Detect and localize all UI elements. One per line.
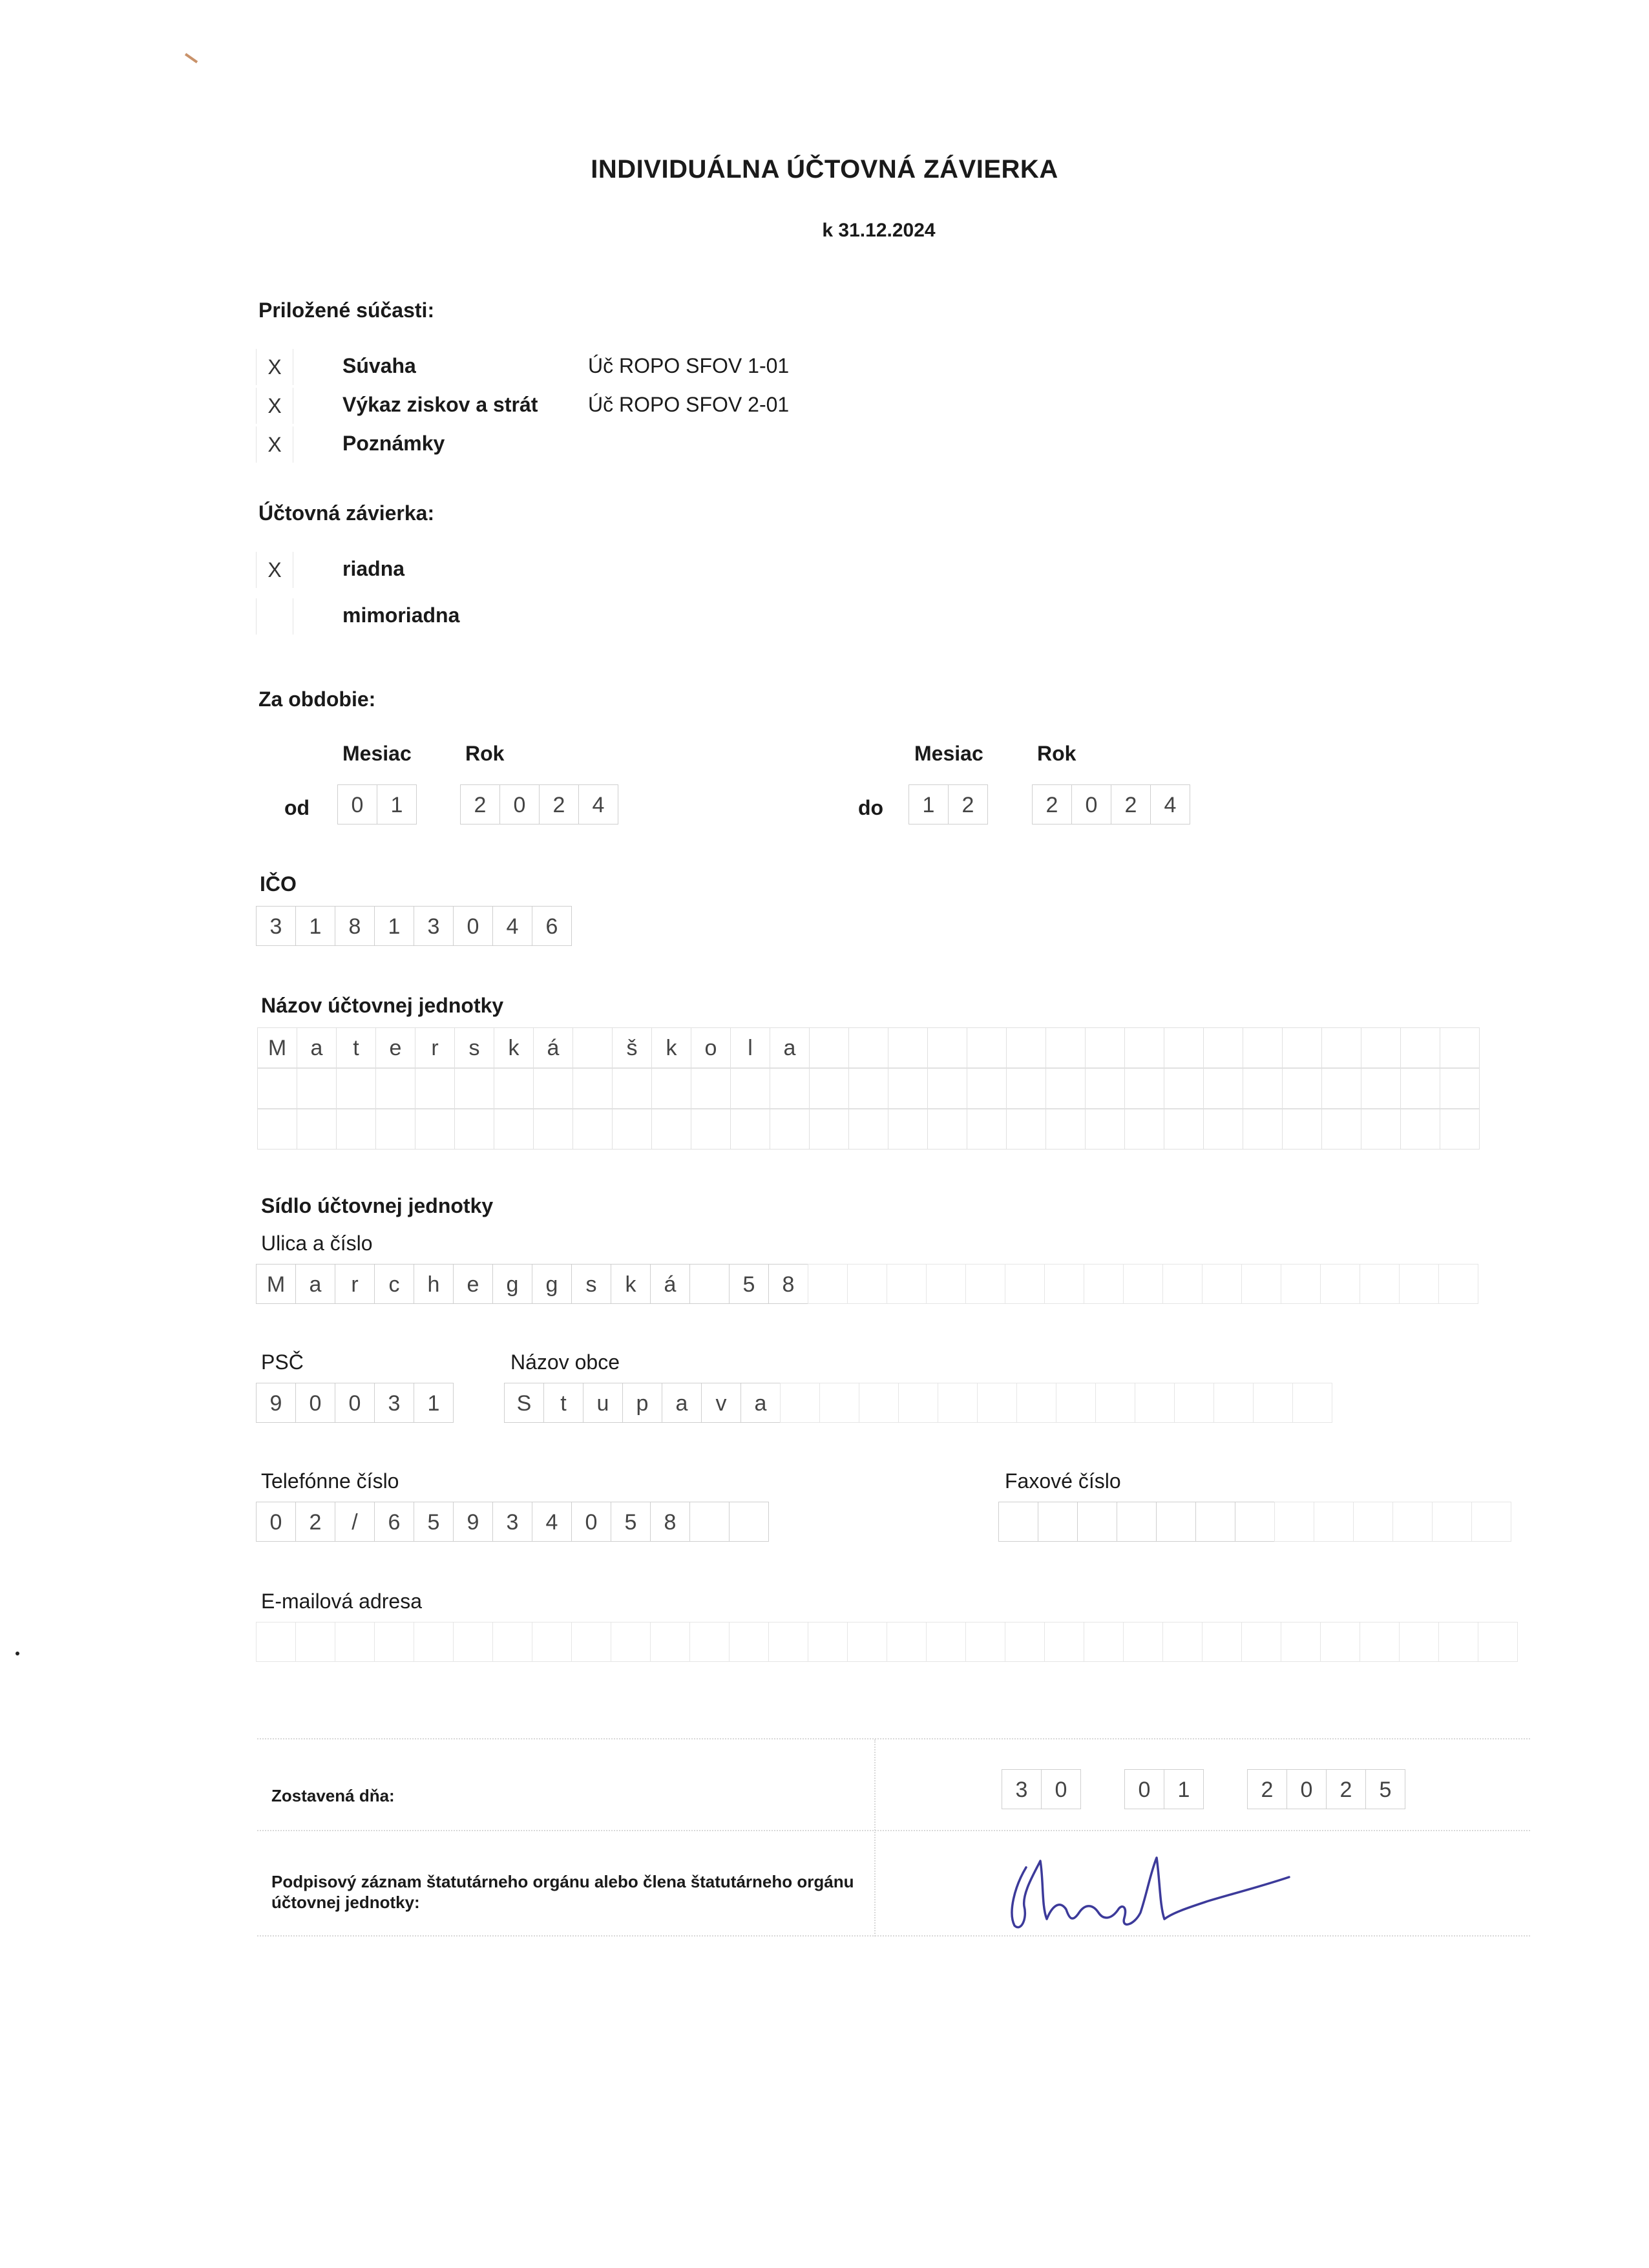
char-cell [1174, 1383, 1214, 1423]
divider [257, 1830, 1530, 1831]
phone-field[interactable] [256, 1502, 768, 1542]
char-cell [335, 1622, 375, 1662]
char-cell [1243, 1068, 1283, 1109]
period-from-label: od [284, 796, 310, 819]
digit-cell: 0 [1071, 784, 1111, 824]
char-cell [691, 1109, 731, 1150]
digit-cell: 2 [948, 784, 988, 824]
char-cell [1123, 1264, 1163, 1304]
digit-cell: 4 [1150, 784, 1190, 824]
char-cell [375, 1109, 415, 1150]
char-cell: / [335, 1502, 375, 1542]
digit-cell: 1 [414, 1383, 454, 1423]
char-cell [770, 1068, 810, 1109]
char-cell: t [336, 1027, 376, 1068]
char-cell [938, 1383, 978, 1423]
ico-label: IČO [260, 872, 297, 896]
char-cell: 8 [650, 1502, 690, 1542]
char-cell [1282, 1068, 1322, 1109]
char-cell [691, 1068, 731, 1109]
char-cell [1320, 1622, 1360, 1662]
char-cell [1124, 1068, 1164, 1109]
digit-cell: 0 [499, 784, 540, 824]
char-cell [847, 1264, 887, 1304]
char-cell [848, 1109, 888, 1150]
attachment-checkbox-poznamky[interactable]: X [256, 426, 293, 463]
char-cell [1117, 1502, 1157, 1542]
char-cell: s [571, 1264, 611, 1304]
char-cell [1084, 1622, 1124, 1662]
char-cell [1085, 1027, 1125, 1068]
handwritten-signature [995, 1848, 1292, 1945]
char-cell [414, 1622, 454, 1662]
char-cell: s [454, 1027, 494, 1068]
fax-label: Faxové číslo [1005, 1469, 1121, 1493]
char-cell: 9 [453, 1502, 493, 1542]
closing-checkbox-riadna[interactable]: X [256, 552, 293, 588]
char-cell [453, 1622, 493, 1662]
compiled-date-label: Zostavená dňa: [271, 1786, 395, 1805]
char-cell: l [730, 1027, 770, 1068]
char-cell [729, 1622, 769, 1662]
attachments-heading: Priložené súčasti: [258, 299, 435, 322]
char-cell: a [297, 1027, 337, 1068]
digit-cell: 0 [335, 1383, 375, 1423]
period-to-month-field[interactable] [909, 784, 987, 824]
char-cell [689, 1502, 730, 1542]
char-cell [689, 1264, 730, 1304]
char-cell: 0 [571, 1502, 611, 1542]
char-cell [1321, 1027, 1361, 1068]
char-cell [572, 1068, 613, 1109]
char-cell [888, 1027, 928, 1068]
char-cell [1045, 1068, 1086, 1109]
char-cell [1045, 1027, 1086, 1068]
char-cell [859, 1383, 899, 1423]
char-cell [888, 1109, 928, 1150]
char-cell [1135, 1383, 1175, 1423]
char-cell [1162, 1622, 1203, 1662]
char-cell: a [740, 1383, 781, 1423]
char-cell [651, 1109, 691, 1150]
divider [257, 1935, 1530, 1937]
digit-cell: 0 [1287, 1769, 1327, 1809]
digit-cell: 1 [377, 784, 417, 824]
attachment-code-vykaz: Úč ROPO SFOV 2-01 [588, 393, 790, 416]
char-cell [1162, 1264, 1203, 1304]
char-cell [415, 1068, 455, 1109]
char-cell: M [256, 1264, 296, 1304]
char-cell [927, 1068, 967, 1109]
digit-cell: 1 [909, 784, 949, 824]
char-cell [1282, 1027, 1322, 1068]
digit-cell: 0 [295, 1383, 335, 1423]
char-cell [927, 1109, 967, 1150]
char-cell [533, 1068, 573, 1109]
char-cell: o [691, 1027, 731, 1068]
char-cell [415, 1109, 455, 1150]
char-cell [532, 1622, 572, 1662]
digit-cell: 2 [460, 784, 500, 824]
char-cell [1203, 1027, 1243, 1068]
char-cell [809, 1027, 849, 1068]
char-cell [257, 1109, 297, 1150]
char-cell [1281, 1622, 1321, 1662]
email-field[interactable] [256, 1622, 1517, 1662]
char-cell: 2 [295, 1502, 335, 1542]
char-cell [1440, 1109, 1480, 1150]
char-cell [1292, 1383, 1332, 1423]
signature-label: Podpisový záznam štatutárneho orgánu alebo člena štatutárneho orgánu účtovnej jednotky: [271, 1872, 854, 1912]
char-cell: á [650, 1264, 690, 1304]
char-cell: k [611, 1264, 651, 1304]
period-to-label: do [858, 796, 884, 819]
char-cell [1164, 1068, 1204, 1109]
char-cell [965, 1264, 1005, 1304]
char-cell [1213, 1383, 1254, 1423]
document-date: k 31.12.2024 [822, 220, 936, 241]
digit-cell: 1 [374, 906, 414, 946]
char-cell [967, 1068, 1007, 1109]
closing-checkbox-mimoriadna[interactable] [256, 598, 293, 635]
char-cell: u [583, 1383, 623, 1423]
char-cell [572, 1109, 613, 1150]
char-cell [1006, 1109, 1046, 1150]
char-cell [967, 1027, 1007, 1068]
char-cell [650, 1622, 690, 1662]
scan-mark [185, 53, 198, 63]
char-cell [888, 1068, 928, 1109]
char-cell: 6 [374, 1502, 414, 1542]
char-cell [1314, 1502, 1354, 1542]
closing-label-mimoriadna: mimoriadna [342, 604, 460, 627]
char-cell: a [295, 1264, 335, 1304]
char-cell [1361, 1109, 1401, 1150]
char-cell: 5 [414, 1502, 454, 1542]
char-cell [1203, 1109, 1243, 1150]
char-cell [1016, 1383, 1056, 1423]
char-cell [1241, 1264, 1281, 1304]
period-to-month-label: Mesiac [914, 742, 983, 765]
char-cell [1195, 1502, 1235, 1542]
char-cell [1056, 1383, 1096, 1423]
digit-cell: 3 [256, 906, 296, 946]
char-cell [1400, 1109, 1440, 1150]
period-to-year-label: Rok [1037, 742, 1077, 765]
char-cell [730, 1109, 770, 1150]
char-cell [848, 1027, 888, 1068]
char-cell [1432, 1502, 1472, 1542]
char-cell [887, 1264, 927, 1304]
char-cell: g [492, 1264, 532, 1304]
phone-label: Telefónne číslo [261, 1469, 399, 1493]
digit-cell: 8 [335, 906, 375, 946]
char-cell [375, 1068, 415, 1109]
digit-cell: 2 [1247, 1769, 1287, 1809]
char-cell: š [612, 1027, 652, 1068]
town-field[interactable] [504, 1383, 1332, 1423]
char-cell: p [622, 1383, 662, 1423]
period-from-year-label: Rok [465, 742, 505, 765]
char-cell: a [770, 1027, 810, 1068]
digit-cell: 3 [1002, 1769, 1042, 1809]
char-cell: a [662, 1383, 702, 1423]
psc-label: PSČ [261, 1350, 304, 1374]
char-cell [1085, 1068, 1125, 1109]
char-cell [1438, 1264, 1478, 1304]
digit-cell: 2 [1326, 1769, 1366, 1809]
char-cell [1321, 1109, 1361, 1150]
period-from-month-label: Mesiac [342, 742, 412, 765]
char-cell [494, 1109, 534, 1150]
char-cell [571, 1622, 611, 1662]
char-cell: r [415, 1027, 455, 1068]
char-cell [927, 1027, 967, 1068]
char-cell [611, 1622, 651, 1662]
char-cell: t [543, 1383, 583, 1423]
char-cell [967, 1109, 1007, 1150]
char-cell [770, 1109, 810, 1150]
char-cell [819, 1383, 859, 1423]
char-cell [768, 1622, 808, 1662]
char-cell [809, 1109, 849, 1150]
char-cell [1077, 1502, 1117, 1542]
char-cell [1438, 1622, 1478, 1662]
digit-cell: 3 [414, 906, 454, 946]
char-cell [1440, 1068, 1480, 1109]
char-cell: 0 [256, 1502, 296, 1542]
char-cell [1045, 1109, 1086, 1150]
char-cell: 4 [532, 1502, 572, 1542]
char-cell [1399, 1622, 1439, 1662]
digit-cell: 1 [295, 906, 335, 946]
digit-cell: 9 [256, 1383, 296, 1423]
attachment-checkbox-vykaz[interactable]: X [256, 388, 293, 424]
attachment-checkbox-suvaha[interactable]: X [256, 349, 293, 385]
char-cell [1241, 1622, 1281, 1662]
char-cell [1044, 1264, 1084, 1304]
digit-cell: 0 [1124, 1769, 1164, 1809]
char-cell [1353, 1502, 1393, 1542]
char-cell: e [375, 1027, 415, 1068]
char-cell: 5 [729, 1264, 769, 1304]
digit-cell: 5 [1365, 1769, 1405, 1809]
char-cell: e [453, 1264, 493, 1304]
char-cell [612, 1109, 652, 1150]
compiled-day-field[interactable] [1002, 1769, 1080, 1809]
char-cell [1006, 1068, 1046, 1109]
attachment-label-suvaha: Súvaha [342, 354, 416, 377]
char-cell [454, 1068, 494, 1109]
char-cell [256, 1622, 296, 1662]
char-cell: 5 [611, 1502, 651, 1542]
char-cell [1360, 1622, 1400, 1662]
char-cell: S [504, 1383, 544, 1423]
ico-field[interactable] [256, 906, 571, 946]
char-cell [336, 1068, 376, 1109]
digit-cell: 0 [453, 906, 493, 946]
closing-label-riadna: riadna [342, 557, 405, 580]
fax-field[interactable] [998, 1502, 1511, 1542]
char-cell [1156, 1502, 1196, 1542]
char-cell [651, 1068, 691, 1109]
char-cell: á [533, 1027, 573, 1068]
street-field[interactable] [256, 1264, 1478, 1304]
char-cell [1095, 1383, 1135, 1423]
char-cell [1006, 1027, 1046, 1068]
char-cell [808, 1622, 848, 1662]
digit-cell: 3 [374, 1383, 414, 1423]
char-cell [1253, 1383, 1293, 1423]
char-cell [689, 1622, 730, 1662]
char-cell [1392, 1502, 1433, 1542]
char-cell [1274, 1502, 1314, 1542]
char-cell [1124, 1027, 1164, 1068]
digit-cell: 6 [532, 906, 572, 946]
char-cell [297, 1068, 337, 1109]
char-cell [1243, 1109, 1283, 1150]
char-cell [1202, 1622, 1242, 1662]
char-cell [612, 1068, 652, 1109]
char-cell [1281, 1264, 1321, 1304]
street-label: Ulica a číslo [261, 1232, 373, 1255]
char-cell [1478, 1622, 1518, 1662]
char-cell [926, 1622, 966, 1662]
char-cell [1360, 1264, 1400, 1304]
char-cell [1123, 1622, 1163, 1662]
char-cell [1005, 1264, 1045, 1304]
char-cell [1400, 1027, 1440, 1068]
period-to-year-field[interactable] [1032, 784, 1190, 824]
town-label: Názov obce [510, 1350, 620, 1374]
char-cell: k [494, 1027, 534, 1068]
char-cell [1399, 1264, 1439, 1304]
compiled-month-field[interactable] [1124, 1769, 1203, 1809]
char-cell [374, 1622, 414, 1662]
char-cell: k [651, 1027, 691, 1068]
char-cell [572, 1027, 613, 1068]
char-cell [1321, 1068, 1361, 1109]
char-cell [1202, 1264, 1242, 1304]
attachment-label-poznamky: Poznámky [342, 432, 445, 455]
period-from-year-field[interactable] [460, 784, 618, 824]
char-cell [1361, 1068, 1401, 1109]
char-cell [1235, 1502, 1275, 1542]
char-cell [887, 1622, 927, 1662]
char-cell [1203, 1068, 1243, 1109]
char-cell [295, 1622, 335, 1662]
char-cell [1085, 1109, 1125, 1150]
document-title: INDIVIDUÁLNA ÚČTOVNÁ ZÁVIERKA [591, 155, 1058, 184]
char-cell [808, 1264, 848, 1304]
seat-heading: Sídlo účtovnej jednotky [261, 1194, 494, 1217]
char-cell [998, 1502, 1038, 1542]
char-cell [1038, 1502, 1078, 1542]
digit-cell: 4 [492, 906, 532, 946]
char-cell: v [701, 1383, 741, 1423]
char-cell [1164, 1027, 1204, 1068]
char-cell [898, 1383, 938, 1423]
char-cell [492, 1622, 532, 1662]
char-cell [729, 1502, 769, 1542]
scan-mark [16, 1652, 19, 1655]
digit-cell: 0 [1041, 1769, 1081, 1809]
char-cell [977, 1383, 1017, 1423]
char-cell [809, 1068, 849, 1109]
char-cell [926, 1264, 966, 1304]
digit-cell: 0 [337, 784, 377, 824]
char-cell [780, 1383, 820, 1423]
char-cell [1243, 1027, 1283, 1068]
period-from-month-field[interactable] [337, 784, 416, 824]
char-cell [730, 1068, 770, 1109]
digit-cell: 2 [1111, 784, 1151, 824]
char-cell: 8 [768, 1264, 808, 1304]
char-cell [297, 1109, 337, 1150]
digit-cell: 4 [578, 784, 618, 824]
closing-heading: Účtovná závierka: [258, 501, 435, 525]
unit-name-field[interactable] [257, 1027, 1530, 1150]
char-cell [1320, 1264, 1360, 1304]
char-cell: c [374, 1264, 414, 1304]
char-cell [336, 1109, 376, 1150]
digit-cell: 2 [1032, 784, 1072, 824]
digit-cell: 1 [1164, 1769, 1204, 1809]
char-cell [494, 1068, 534, 1109]
digit-cell: 2 [539, 784, 579, 824]
char-cell [1400, 1068, 1440, 1109]
char-cell [1044, 1622, 1084, 1662]
psc-field[interactable] [256, 1383, 453, 1423]
email-label: E-mailová adresa [261, 1590, 422, 1613]
char-cell [1282, 1109, 1322, 1150]
char-cell [1164, 1109, 1204, 1150]
char-cell: r [335, 1264, 375, 1304]
char-cell [1471, 1502, 1511, 1542]
char-cell [257, 1068, 297, 1109]
char-cell [848, 1068, 888, 1109]
char-cell [1084, 1264, 1124, 1304]
char-cell: h [414, 1264, 454, 1304]
char-cell [847, 1622, 887, 1662]
char-cell: g [532, 1264, 572, 1304]
attachment-label-vykaz: Výkaz ziskov a strát [342, 393, 538, 416]
char-cell [454, 1109, 494, 1150]
char-cell [965, 1622, 1005, 1662]
char-cell [1440, 1027, 1480, 1068]
char-cell [533, 1109, 573, 1150]
compiled-year-field[interactable] [1247, 1769, 1405, 1809]
period-heading: Za obdobie: [258, 688, 376, 711]
char-cell [1124, 1109, 1164, 1150]
unit-name-label: Názov účtovnej jednotky [261, 994, 504, 1017]
char-cell [1361, 1027, 1401, 1068]
char-cell: 3 [492, 1502, 532, 1542]
char-cell [1005, 1622, 1045, 1662]
char-cell: M [257, 1027, 297, 1068]
attachment-code-suvaha: Úč ROPO SFOV 1-01 [588, 354, 790, 377]
